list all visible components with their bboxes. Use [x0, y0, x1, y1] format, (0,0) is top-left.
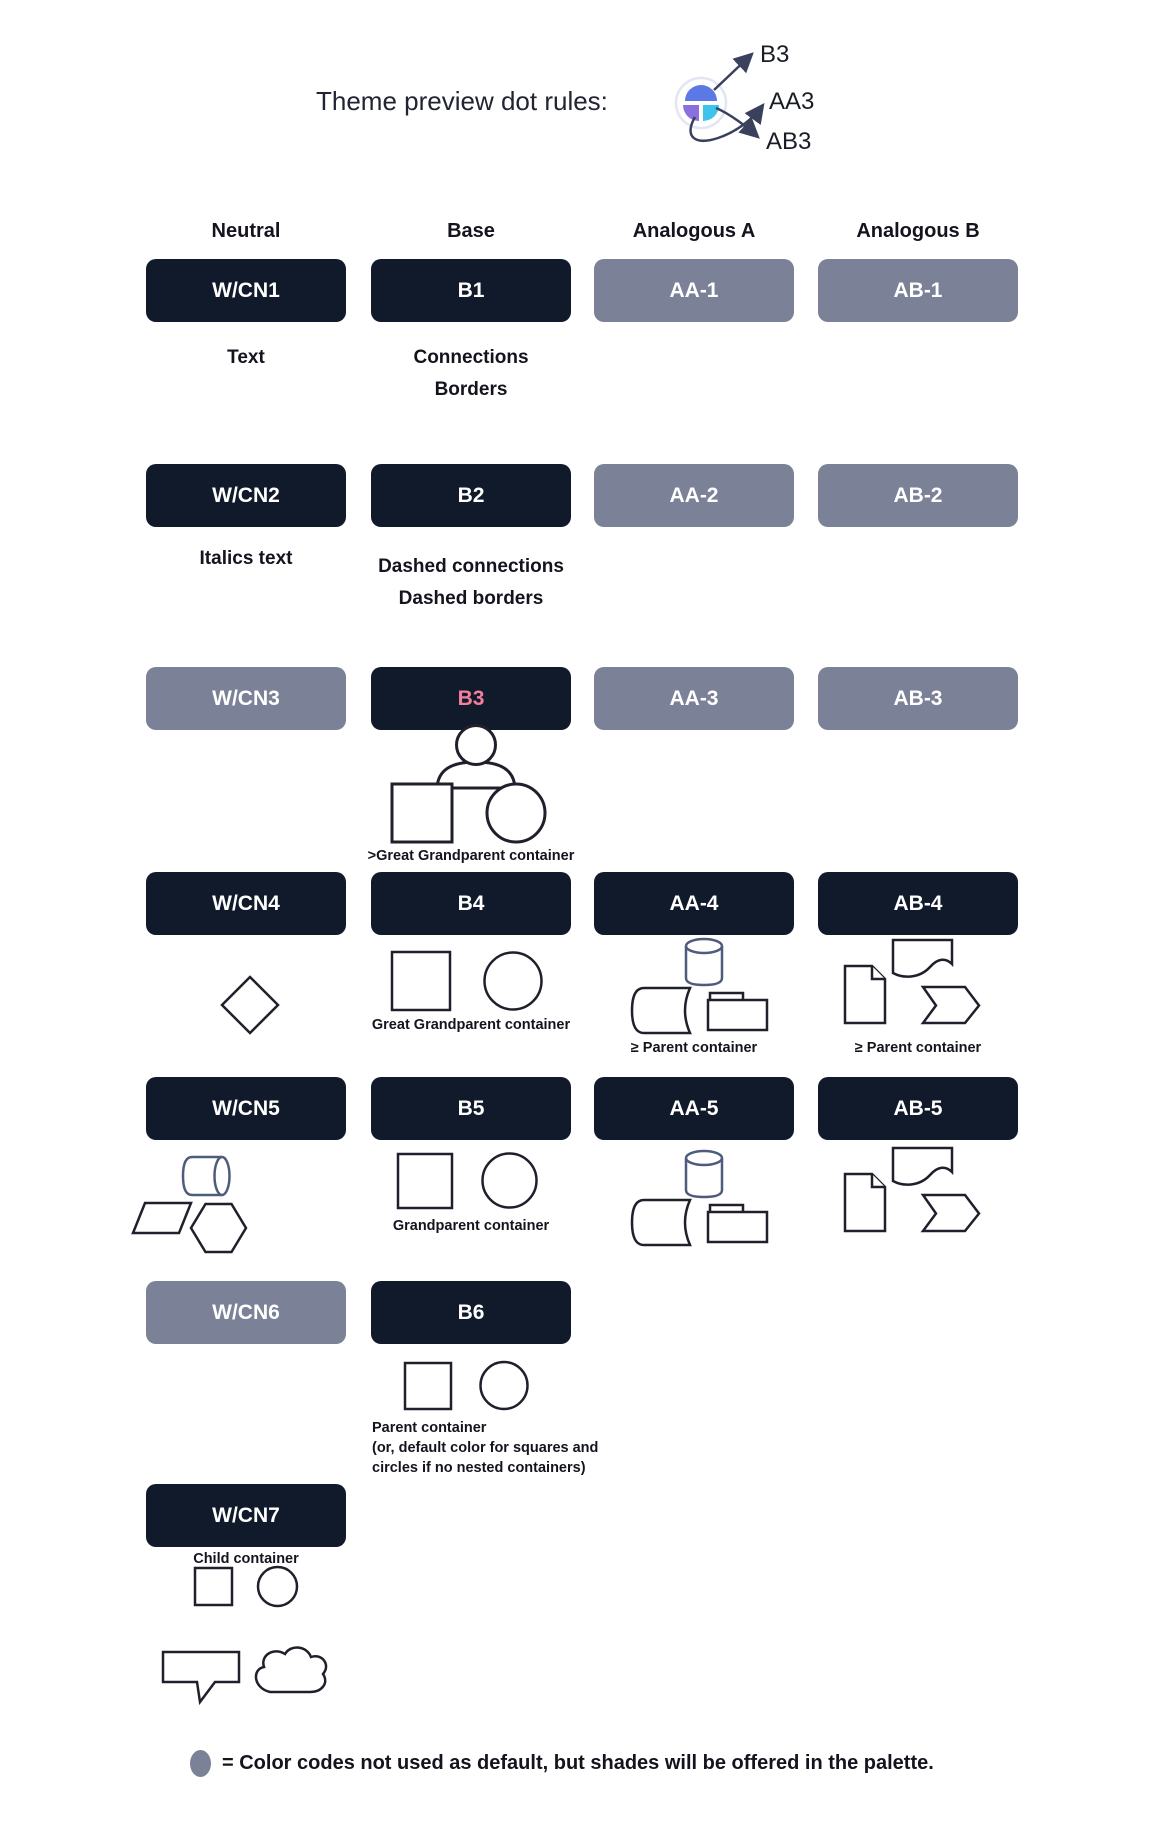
circle-shape: [485, 953, 542, 1010]
chevron-shape: [923, 1195, 979, 1231]
swatch-b5-label: B5: [457, 1096, 485, 1120]
speech-bubble-shape: [163, 1652, 239, 1702]
hexagon-shape: [191, 1204, 246, 1252]
swatch-wcn6[interactable]: [146, 1281, 346, 1344]
circle-shape: [258, 1567, 297, 1606]
swatch-wcn6-label: W/CN6: [212, 1300, 280, 1324]
wcn5-shape-group: [128, 1152, 253, 1257]
chevron-shape: [923, 987, 979, 1023]
h-cylinder-end: [215, 1157, 230, 1195]
swatch-wcn5[interactable]: [146, 1077, 346, 1140]
caption-italics-text: Italics text: [199, 548, 293, 569]
swatch-ab3-label: AB-3: [893, 686, 943, 710]
tabbed-rectangle-shape: [708, 1205, 767, 1242]
swatch-aa5-label: AA-5: [669, 1096, 719, 1120]
note-fold: [872, 966, 885, 979]
square-shape: [392, 784, 452, 842]
caption-parent-aa: ≥ Parent container: [630, 1040, 758, 1056]
column-header-analogous-b: Analogous B: [856, 220, 980, 242]
caption-borders: Borders: [434, 379, 508, 400]
aa5-shape-group: [628, 1147, 773, 1247]
dot-label-ab3: AB3: [766, 128, 812, 155]
swatch-b1[interactable]: [371, 259, 571, 322]
cylinder-shape: [686, 939, 722, 985]
note-shape: [845, 1174, 885, 1231]
swatch-aa3[interactable]: [594, 667, 794, 730]
dot-label-aa3: AA3: [769, 88, 815, 115]
swatch-wcn1[interactable]: [146, 259, 346, 322]
circle-shape: [483, 1154, 537, 1208]
swatch-b2-label: B2: [457, 483, 485, 507]
column-header-neutral: Neutral: [211, 220, 281, 242]
diamond-shape: [222, 977, 278, 1033]
person-head-shape: [457, 726, 496, 765]
caption-text: Text: [227, 347, 265, 368]
cylinder-shape: [686, 1151, 722, 1197]
swatch-ab1-label: AB-1: [893, 278, 943, 302]
swatch-aa4[interactable]: [594, 872, 794, 935]
circle-shape: [487, 784, 545, 842]
tabbed-rectangle-shape: [708, 993, 767, 1030]
column-header-analogous-a: Analogous A: [632, 220, 756, 242]
note-shape: [845, 966, 885, 1023]
swatch-wcn5-label: W/CN5: [212, 1096, 280, 1120]
b6-shape-group: [403, 1361, 533, 1411]
circle-shape: [481, 1362, 528, 1409]
swatch-b4[interactable]: [371, 872, 571, 935]
caption-dashed-borders: Dashed borders: [398, 588, 544, 609]
swatch-b3[interactable]: [371, 667, 571, 730]
swatch-wcn7[interactable]: [146, 1484, 346, 1547]
ab5-shape-group: [840, 1144, 985, 1236]
swatch-aa4-label: AA-4: [669, 891, 719, 915]
aa4-shape-group: [628, 935, 773, 1035]
parallelogram-shape: [133, 1203, 191, 1233]
wavy-document-shape: [893, 940, 952, 977]
b4-shape-group: [390, 950, 546, 1012]
swatch-b6[interactable]: [371, 1281, 571, 1344]
swatch-wcn1-label: W/CN1: [212, 278, 280, 302]
stored-data-shape: [632, 988, 690, 1033]
swatch-aa1-label: AA-1: [669, 278, 719, 302]
swatch-b1-label: B1: [457, 278, 485, 302]
swatch-wcn4-label: W/CN4: [212, 891, 280, 915]
theme-dot-diagram: [668, 28, 838, 163]
swatch-aa5[interactable]: [594, 1077, 794, 1140]
swatch-ab5-label: AB-5: [893, 1096, 943, 1120]
wcn7-extra-shape-group: [160, 1640, 335, 1710]
wcn7-shape-group: [193, 1566, 303, 1608]
wavy-document-shape: [893, 1148, 952, 1185]
page-title: Theme preview dot rules:: [316, 86, 608, 116]
swatch-wcn4[interactable]: [146, 872, 346, 935]
horizontal-cylinder-shape: [183, 1157, 230, 1195]
swatch-wcn3-label: W/CN3: [212, 686, 280, 710]
swatch-aa2[interactable]: [594, 464, 794, 527]
swatch-aa3-label: AA-3: [669, 686, 719, 710]
caption-parent-line3: circles if no nested containers): [372, 1460, 586, 1476]
cloud-shape: [256, 1648, 326, 1692]
b5-shape-group: [396, 1152, 541, 1210]
swatch-b6-label: B6: [457, 1300, 485, 1324]
square-shape: [405, 1363, 451, 1409]
swatch-wcn2-label: W/CN2: [212, 483, 280, 507]
swatch-aa1[interactable]: [594, 259, 794, 322]
column-header-base: Base: [447, 220, 495, 242]
main-rect: [708, 1212, 767, 1242]
b3-shape-group: [385, 723, 550, 845]
legend-text: = Color codes not used as default, but shades will be offered in the palette.: [222, 1752, 934, 1774]
swatch-ab1[interactable]: [818, 259, 1018, 322]
caption-child-container: Child container: [193, 1551, 299, 1567]
ab4-shape-group: [840, 936, 985, 1028]
gray-dot-icon: [190, 1750, 211, 1777]
square-shape: [195, 1568, 232, 1605]
caption-parent-ab: ≥ Parent container: [854, 1040, 982, 1056]
caption-parent-line2: (or, default color for squares and: [372, 1440, 599, 1456]
main-rect: [708, 1000, 767, 1030]
caption-grandparent: Grandparent container: [392, 1218, 550, 1234]
swatch-b2[interactable]: [371, 464, 571, 527]
square-shape: [392, 952, 450, 1010]
cylinder-top: [686, 1151, 722, 1165]
swatch-wcn2[interactable]: [146, 464, 346, 527]
swatch-ab3[interactable]: [818, 667, 1018, 730]
swatch-aa2-label: AA-2: [669, 483, 719, 507]
arrow-to-b3: [714, 54, 752, 90]
swatch-ab4[interactable]: [818, 872, 1018, 935]
wcn4-shape-group: [220, 975, 280, 1035]
caption-parent-line1: Parent container: [372, 1420, 487, 1436]
legend: [190, 1750, 934, 1777]
swatch-b3-label: B3: [457, 686, 485, 710]
square-shape: [398, 1154, 452, 1208]
swatch-wcn3[interactable]: [146, 667, 346, 730]
caption-great-grandparent-gt: >Great Grandparent container: [367, 848, 575, 864]
caption-great-grandparent: Great Grandparent container: [371, 1017, 571, 1033]
swatch-b4-label: B4: [457, 891, 485, 915]
swatch-b5[interactable]: [371, 1077, 571, 1140]
swatch-ab2-label: AB-2: [893, 483, 943, 507]
arrow-to-ab3: [716, 108, 758, 137]
caption-dashed-connections: Dashed connections: [378, 556, 564, 577]
stored-data-shape: [632, 1200, 690, 1245]
swatch-wcn7-label: W/CN7: [212, 1503, 280, 1527]
cylinder-top: [686, 939, 722, 953]
dot-label-b3: B3: [760, 41, 790, 68]
swatch-ab4-label: AB-4: [893, 891, 943, 915]
swatch-ab5[interactable]: [818, 1077, 1018, 1140]
swatch-ab2[interactable]: [818, 464, 1018, 527]
caption-connections: Connections: [413, 347, 529, 368]
